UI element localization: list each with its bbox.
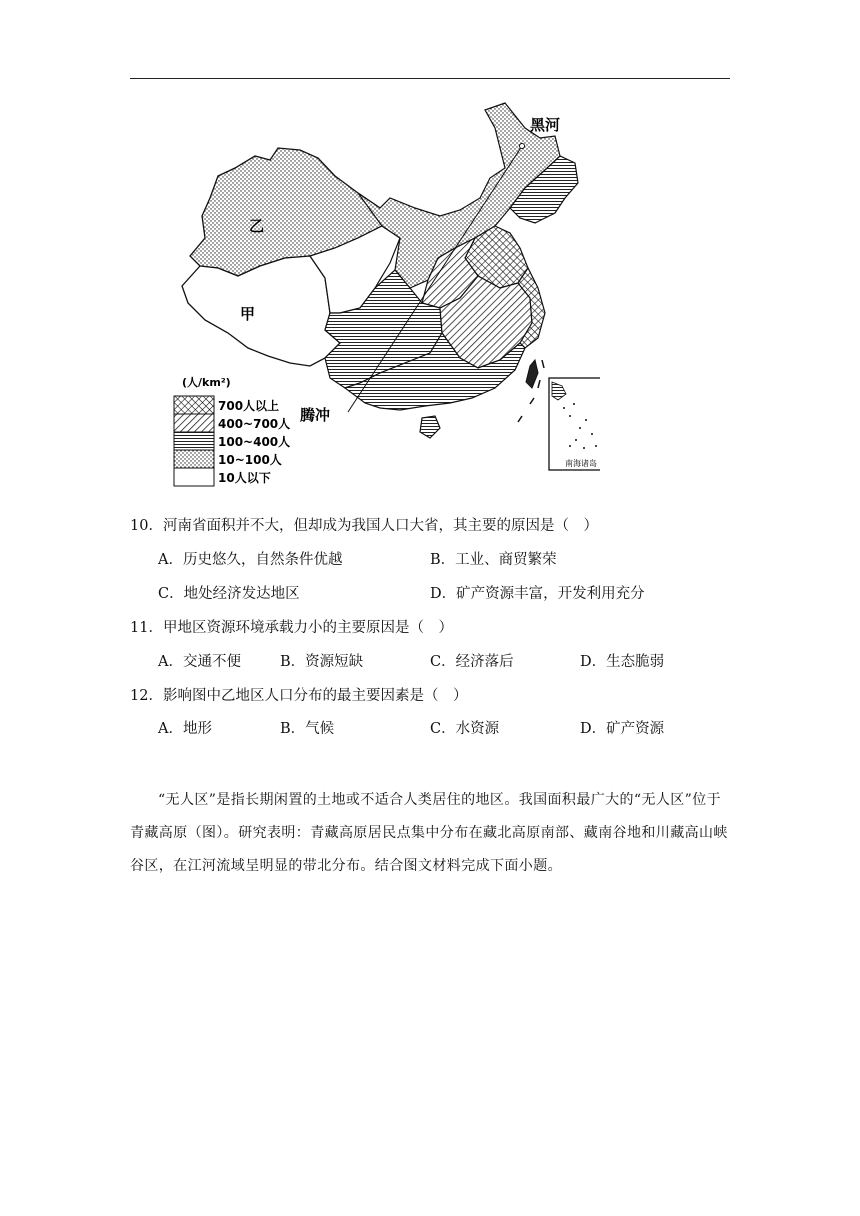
region-hainan [420, 416, 440, 438]
legend-swatch-crosshatch [174, 396, 214, 414]
legend-label: 10人以下 [218, 471, 271, 485]
q11-option-d[interactable]: D．生态脆弱 [580, 654, 665, 670]
border-dash [518, 416, 522, 422]
legend-swatch-dots [174, 450, 214, 468]
legend-label: 100~400人 [218, 435, 291, 449]
label-tengchong: 腾冲 [300, 406, 331, 424]
passage-paragraph: “无人区”是指长期闲置的土地或不适合人类居住的地区。我国面积最广大的“无人区”位于青藏高原（图）。研究表明：青藏高原居民点集中分布在藏北高原南部、藏南谷地和川藏高山峡谷区，在江河流域呈明显的带北分布。结合图文材料完成下面小题。 [130, 792, 728, 874]
legend [174, 396, 290, 486]
question-12-stem: 12．影响图中乙地区人口分布的最主要因素是（ ） [130, 688, 468, 704]
question-11-stem: 11．甲地区资源环境承载力小的主要原因是（ ） [130, 620, 453, 636]
legend-swatch-horizontal [174, 432, 214, 450]
border-dash [530, 398, 534, 404]
legend-label: 700人以上 [218, 399, 280, 413]
q12-option-d[interactable]: D．矿产资源 [580, 721, 665, 737]
region-tibet [182, 256, 340, 366]
label-heihe: 黑河 [530, 116, 561, 134]
region-taiwan [526, 360, 538, 388]
border-dash [538, 380, 540, 388]
population-density-map [160, 98, 600, 508]
label-yi: 乙 [249, 217, 265, 235]
q12-option-c[interactable]: C．水资源 [430, 721, 500, 737]
legend-swatch-blank [174, 468, 214, 486]
q11-option-b[interactable]: B．资源短缺 [280, 654, 364, 670]
question-10-stem: 10．河南省面积并不大，但却成为我国人口大省，其主要的原因是（ ） [130, 518, 598, 534]
q12-option-a[interactable]: A．地形 [158, 721, 212, 737]
label-jia: 甲 [240, 305, 256, 323]
border-dash [542, 360, 544, 368]
q12-option-b[interactable]: B．气候 [280, 721, 335, 737]
legend-label: 10~100人 [218, 453, 282, 467]
heihe-point [520, 144, 525, 149]
q10-option-c[interactable]: C．地处经济发达地区 [158, 586, 300, 602]
q10-option-a[interactable]: A．历史悠久，自然条件优越 [158, 552, 343, 568]
q10-option-b[interactable]: B．工业、商贸繁荣 [430, 552, 557, 568]
legend-swatch-diagonal [174, 414, 214, 432]
legend-unit: (人/km²) [182, 376, 231, 389]
header-rule [130, 78, 730, 79]
legend-label: 400~700人 [218, 417, 291, 431]
q11-option-a[interactable]: A．交通不便 [158, 654, 241, 670]
q11-option-c[interactable]: C．经济落后 [430, 654, 514, 670]
inset-label: 南海诸岛 [565, 459, 597, 468]
q10-option-d[interactable]: D．矿产资源丰富，开发利用充分 [430, 586, 645, 602]
